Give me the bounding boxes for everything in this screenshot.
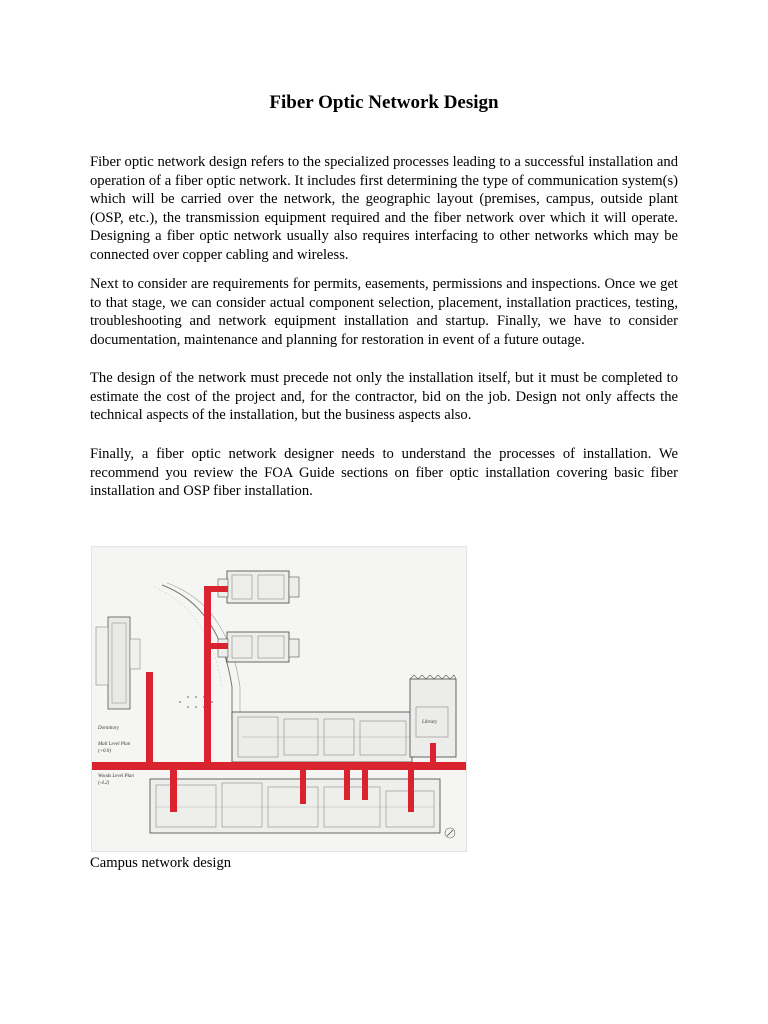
fiber-riser-north [204,586,211,762]
paragraph-installation: Finally, a fiber optic network designer needs to understand the processes of installation. We recommend you review the FOA Guide sections on fiber optic installation covering basic fiber installation and OSP fiber installation. [90,446,678,499]
fiber-library-riser [430,743,436,763]
campus-network-figure [91,546,467,852]
building-north-2 [218,632,299,662]
figure-caption: Campus network design [90,855,232,871]
label-library: Library [422,720,438,725]
campus-plan-drawing [92,547,466,851]
fiber-branch-north-2 [204,643,228,649]
label-mall-level-plan: Mall Level Plan [98,742,131,747]
label-dormitory: Dormitory [98,726,120,731]
label-woods-level-plan: Woods Level Plan [98,774,134,779]
fiber-drop-2 [300,770,306,804]
fiber-drop-3 [344,770,350,800]
label-mall-level-sub: (+0.0) [98,749,111,754]
paragraph-permits: Next to consider are requirements for permits, easements, permissions and inspections. Once we get to that stage, we can consider actual component selection, placement, installation practices, testing, troubleshooting and network equipment installation and startup. Finally, we have to consider documentation, maintenance and planning for restoration in event of a future outage. [90,276,678,348]
fiber-dorm-riser [146,672,153,764]
label-woods-level-sub: (-4.2) [98,781,110,786]
fiber-drop-5 [408,770,414,812]
page-title: Fiber Optic Network Design [269,92,499,113]
fiber-drop-4 [362,770,368,800]
paragraph-intro: Fiber optic network design refers to the specialized processes leading to a successful installation and operation of a fiber optic network. It includes first determining the type of communication system(s) which will be carried over the network, the geographic layout (premises, campus, outside plant (OSP, etc.), the transmission equipment required and the fiber network over which it will operate. Designing a fiber optic network usually also requires interfacing to other networks which may be connected over copper cabling and wireless. [90,154,678,263]
paragraph-cost: The design of the network must precede not only the installation itself, but it must be completed to estimate the cost of the project and, for the contractor, bid on the job. Design not only affects the technical aspects of the installation, but the business aspects also. [90,370,678,423]
building-north-1 [218,571,299,603]
fiber-drop-1 [170,770,177,812]
